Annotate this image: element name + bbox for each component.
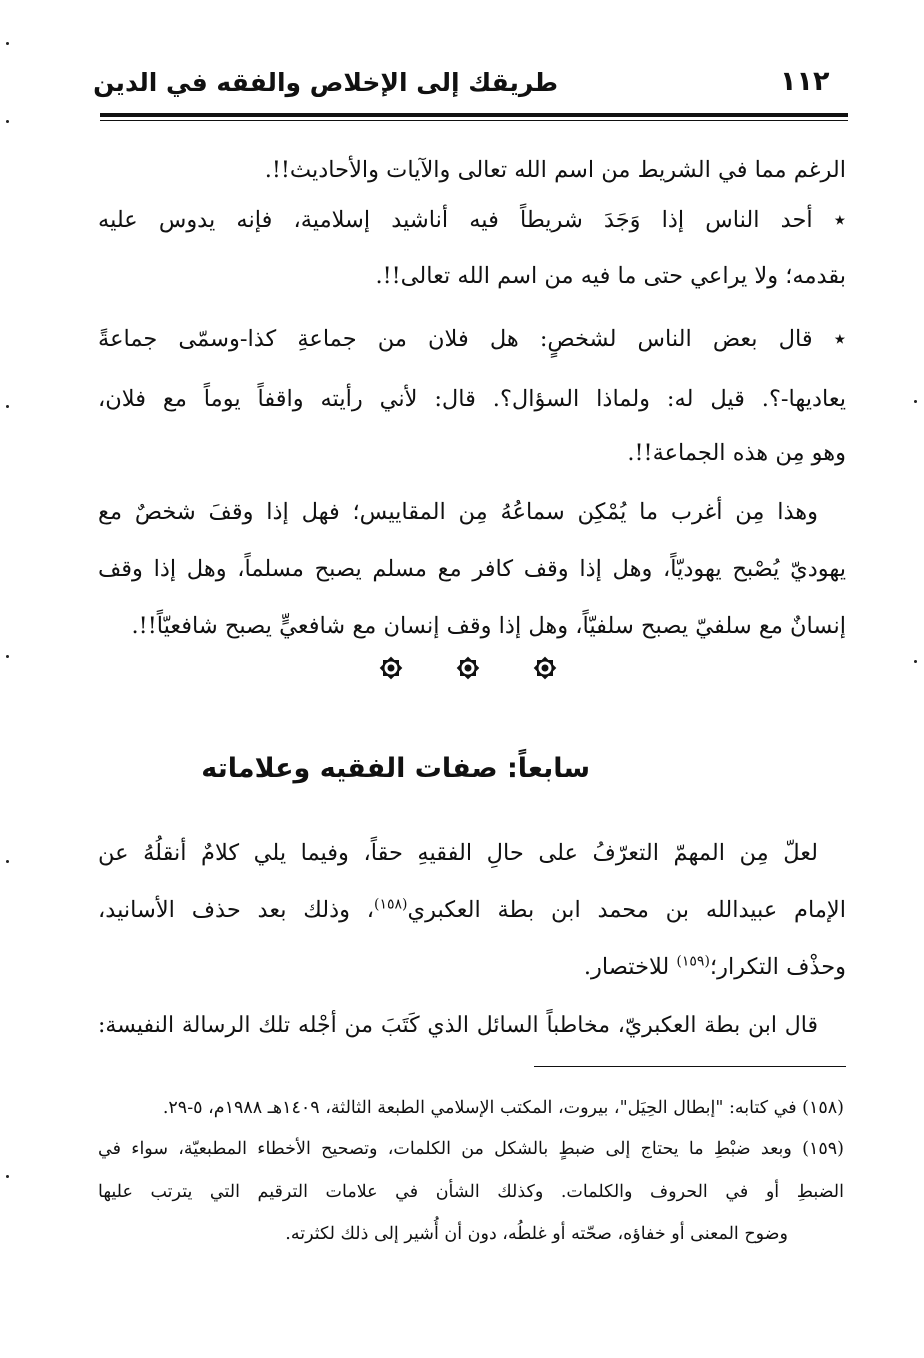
paragraph-line: بقدمه؛ ولا يراعي حتى ما فيه من اسم الله تعالى!!. (375, 263, 846, 289)
section-heading: سابعاً: صفات الفقيه وعلاماته (201, 753, 590, 784)
octagram-flower-icon (530, 653, 560, 683)
footnote-reference-159: (١٥٩) (676, 953, 710, 970)
footnote-159-line: (١٥٩) وبعد ضبْطِ ما يحتاج إلى ضبطٍ بالشكل من الكلمات، وتصحيح الأخطاء المطبعيّة، سواء في (98, 1139, 844, 1159)
paragraph-line: وهذا مِن أغرب ما يُمْكِن سماعُهُ مِن المقاييس؛ فهل إذا وقفَ شخصٌ مع (98, 499, 818, 525)
paragraph-line: ٭ أحد الناس إذا وَجَدَ شريطاً فيه أناشيد إسلامية، فإنه يدوس عليه (98, 207, 846, 233)
header-rule-thick (100, 113, 848, 117)
header-rule-thin (100, 120, 848, 121)
footnote-reference-158: (١٥٨) (374, 896, 408, 913)
page-header (93, 62, 848, 110)
paragraph-line: الرغم مما في الشريط من اسم الله تعالى والآيات والأحاديث!!. (264, 157, 846, 183)
octagram-flower-icon (376, 653, 406, 683)
paragraph-line: إنسانٌ مع سلفيّ يصبح سلفيّاً، وهل إذا وقف إنسان مع شافعيٍّ يصبح شافعيّاً!!. (131, 613, 846, 639)
running-title: طريقك إلى الإخلاص والفقه في الدين (93, 68, 558, 97)
paragraph-line: ٭ قال بعض الناس لشخصٍ: هل فلان من جماعةِ كذا-وسمّى جماعةً (98, 326, 846, 352)
section-divider-ornaments (376, 653, 560, 687)
scan-speck (6, 405, 9, 408)
scan-speck (6, 120, 9, 123)
scan-speck (914, 660, 917, 663)
scan-speck (6, 655, 9, 658)
page-number: ١١٢ (780, 66, 830, 97)
paragraph-line: وهو مِن هذه الجماعة!!. (627, 440, 846, 466)
text-run: وحذْف التكرار؛ (709, 954, 846, 980)
scan-speck (914, 400, 917, 403)
paragraph-line: لعلّ مِن المهمّ التعرّفُ على حالِ الفقيهِ حقاً، وفيما يلي كلامٌ أنقلُهُ عن (98, 840, 818, 866)
paragraph-line: يعاديها-؟. قيل له: ولماذا السؤال؟. قال: لأني رأيته واقفاً يوماً مع فلان، (98, 386, 846, 412)
text-run: ، وذلك بعد حذف الأسانيد، (98, 897, 374, 923)
text-run: للاختصار. (583, 954, 677, 980)
paragraph-line (98, 893, 846, 927)
paragraph-line: يهوديّ يُصْبح يهوديّاً، وهل إذا وقف كافر مع مسلم يصبح مسلماً، وهل إذا وقف (98, 556, 846, 582)
footnote-159-line: الضبطِ أو في الحروف والكلمات. وكذلك الشأن في علامات الترقيم التي يترتب عليها (98, 1182, 844, 1202)
text-run: الإمام عبيدالله بن محمد ابن بطة العكبري (407, 897, 846, 923)
scan-speck (6, 860, 9, 863)
footnote-separator (534, 1066, 846, 1067)
scan-speck (6, 1175, 9, 1178)
footnote-159-line: وضوح المعنى أو خفاؤه، صحّته أو غلطُه، دون أن أُشير إلى ذلك لكثرته. (285, 1224, 788, 1244)
footnote-158: (١٥٨) في كتابه: "إبطال الحِيَل"، بيروت، المكتب الإسلامي الطبعة الثالثة، ١٤٠٩هـ ١٩٨٨م، ٥-٢٩. (162, 1098, 844, 1118)
paragraph-line (98, 950, 846, 984)
scan-speck (6, 42, 9, 45)
paragraph-line: قال ابن بطة العكبريّ، مخاطباً السائل الذي كَتَبَ من أجْله تلك الرسالة النفيسة: (98, 1013, 818, 1038)
octagram-flower-icon (453, 653, 483, 683)
